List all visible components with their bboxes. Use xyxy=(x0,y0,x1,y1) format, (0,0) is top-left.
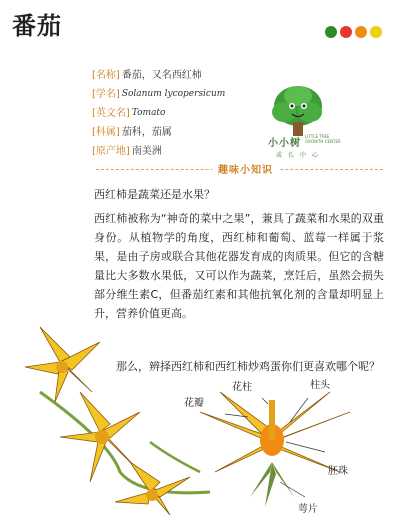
info-row-scientific xyxy=(92,85,262,104)
color-dot-yellow xyxy=(370,26,382,38)
info-row-english xyxy=(92,104,262,123)
info-value: 番茄，又名西红柿 xyxy=(121,70,202,81)
brand-subtitle: 成长中心 xyxy=(276,152,325,159)
info-label: [学名] xyxy=(92,89,120,100)
info-label: [名称] xyxy=(92,70,120,81)
info-label: [英文名] xyxy=(92,108,130,119)
color-dot-green xyxy=(325,26,337,38)
info-row-origin xyxy=(92,142,262,161)
color-dot-red xyxy=(340,26,352,38)
closing-question: 那么，辨择西红柿和西红柿炒鸡蛋你们更喜欢哪个呢？ xyxy=(116,360,380,373)
page-title: 番茄 xyxy=(12,12,62,40)
label-ovule: 胚珠 xyxy=(328,466,348,477)
question-heading: 西红柿是蔬菜还是水果？ xyxy=(94,188,215,201)
color-dot-orange xyxy=(355,26,367,38)
info-value: Solanum lycopersicum xyxy=(121,89,226,99)
info-list xyxy=(92,66,262,161)
info-value: 南美洲 xyxy=(131,146,162,157)
info-row-name xyxy=(92,66,262,85)
label-sepal: 萼片 xyxy=(298,504,318,515)
label-stigma: 柱头 xyxy=(310,380,330,391)
info-value: Tomato xyxy=(131,108,166,118)
info-label: [科属] xyxy=(92,127,120,138)
info-row-family xyxy=(92,123,262,142)
label-petal: 花瓣 xyxy=(184,398,204,409)
brand-english: LITTLE TREE GROWTH CENTER xyxy=(305,134,341,144)
tomato-flower-illustration xyxy=(0,322,400,515)
label-style: 花柱 xyxy=(232,382,252,393)
section-tag: 趣味小知识 xyxy=(212,161,279,176)
info-label: [原产地] xyxy=(92,146,130,157)
info-value: 茄科，茄属 xyxy=(121,127,172,138)
color-dots xyxy=(325,26,382,38)
brand-name: 小小树 xyxy=(268,138,301,149)
body-paragraph: 西红柿被称为“神奇的菜中之果”，兼具了蔬菜和水果的双重身份。从植物学的角度，西红柿和葡萄、蓝莓一样属于浆果，是由子房或联合其他花器发育成的肉质果。但它的含糖量比大多数水果低，又可以作为蔬菜，烹饪后，虽然会损失部分维生素C，但番茄红素和其他抗氧化剂的含量却明显上升，营养价值更高。 xyxy=(94,212,384,320)
